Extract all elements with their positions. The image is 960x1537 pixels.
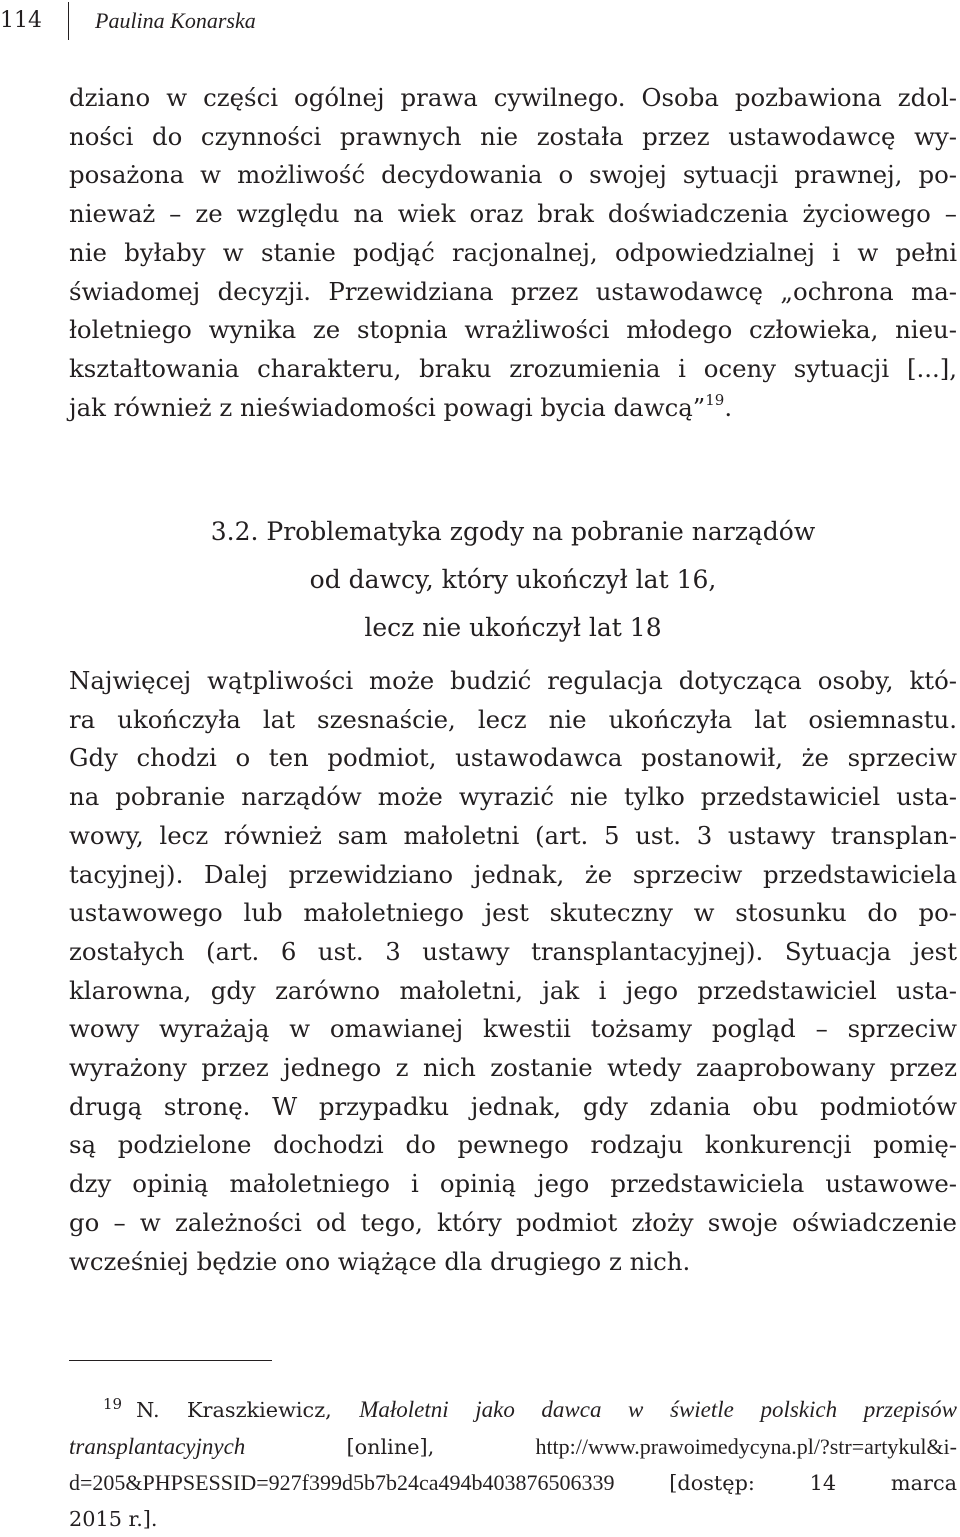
text-line: dzy opinią małoletniego i opinią jego przedstawiciela ustawowe- [69, 1165, 957, 1204]
text-line: nieważ – ze względu na wiek oraz brak doświadczenia życiowego – [69, 195, 957, 234]
footnote-number: 19 [103, 1395, 122, 1413]
footnote-url[interactable]: http://www.prawoimedycyna.pl/?str=artykul&i- [535, 1434, 957, 1459]
text-line: kształtowania charakteru, braku zrozumienia i oceny sytuacji [...], [69, 350, 957, 389]
text-line-last [69, 389, 957, 428]
section-heading-line: lecz nie ukończył lat 18 [69, 604, 957, 652]
text-line: posażona w możliwość decydowania o swojej sytuacji prawnej, po- [69, 156, 957, 195]
footnote-divider [69, 1360, 272, 1361]
text-line: wyrażony przez jednego z nich zostanie wtedy zaaprobowany przez [69, 1049, 957, 1088]
text-line: go – w zależności od tego, który podmiot złoży swoje oświadczenie [69, 1204, 957, 1243]
section-heading [69, 508, 957, 652]
footnote-line [69, 1429, 957, 1466]
footnote-title: Małoletni jako dawca w świetle polskich przepisów [359, 1397, 957, 1422]
footnote-line [69, 1387, 957, 1429]
text-line: są podzielone dochodzi do pewnego rodzaju konkurencji pomię- [69, 1126, 957, 1165]
paragraph-2 [69, 662, 957, 1281]
text-line: jak również z nieświadomości powagi bycia dawcą” [69, 393, 705, 422]
footnote-title: transplantacyjnych [69, 1434, 245, 1459]
text-line: świadomej decyzji. Przewidziana przez ustawodawcę „ochrona ma- [69, 273, 957, 312]
text-line: na pobranie narządów może wyrazić nie tylko przedstawiciel usta- [69, 778, 957, 817]
text-line: łoletniego wynika ze stopnia wrażliwości młodego człowieka, nieu- [69, 311, 957, 350]
footnote-line [69, 1465, 957, 1502]
text-line: ności do czynności prawnych nie została przez ustawodawcę wy- [69, 118, 957, 157]
footnote-url[interactable]: d=205&PHPSESSID=927f399d5b7b24ca494b403876506339 [69, 1470, 615, 1495]
paragraph-1 [69, 79, 957, 427]
section-heading-line: 3.2. Problematyka zgody na pobranie narządów [69, 508, 957, 556]
footnote-line: 2015 r.]. [69, 1502, 957, 1537]
text-line: ra ukończyła lat szesnaście, lecz nie ukończyła lat osiemnastu. [69, 701, 957, 740]
text-line: Najwięcej wątpliwości może budzić regulacja dotycząca osoby, któ- [69, 662, 957, 701]
text-line: ustawowego lub małoletniego jest skuteczny w stosunku do po- [69, 894, 957, 933]
footnote-access: [dostęp: 14 marca [669, 1471, 957, 1495]
header-divider [68, 2, 69, 40]
text-line: drugą stronę. W przypadku jednak, gdy zdania obu podmiotów [69, 1088, 957, 1127]
text-line: wowy, lecz również sam małoletni (art. 5 ust. 3 ustawy transplan- [69, 817, 957, 856]
text-line: nie byłaby w stanie podjąć racjonalnej, odpowiedzialnej i w pełni [69, 234, 957, 273]
section-heading-line: od dawcy, który ukończył lat 16, [69, 556, 957, 604]
text-line: tacyjnej). Dalej przewidziano jednak, że sprzeciw przedstawiciela [69, 856, 957, 895]
text-line: klarowna, gdy zarówno małoletni, jak i jego przedstawiciel usta- [69, 972, 957, 1011]
running-head-author: Paulina Konarska [95, 6, 256, 36]
footnote-author: N. Kraszkiewicz, [136, 1398, 332, 1422]
footnote-reference[interactable]: 19 [705, 391, 724, 409]
text-line: zostałych (art. 6 ust. 3 ustawy transplantacyjnej). Sytuacja jest [69, 933, 957, 972]
text-line: wcześniej będzie ono wiążące dla drugiego z nich. [69, 1243, 957, 1282]
final-punctuation: . [724, 393, 732, 422]
footnote-online: [online], [346, 1435, 434, 1459]
text-line: wowy wyrażają w omawianej kwestii tożsamy pogląd – sprzeciw [69, 1010, 957, 1049]
page-number: 114 [0, 6, 42, 36]
text-line: dziano w części ogólnej prawa cywilnego. Osoba pozbawiona zdol- [69, 79, 957, 118]
text-line: Gdy chodzi o ten podmiot, ustawodawca postanowił, że sprzeciw [69, 739, 957, 778]
